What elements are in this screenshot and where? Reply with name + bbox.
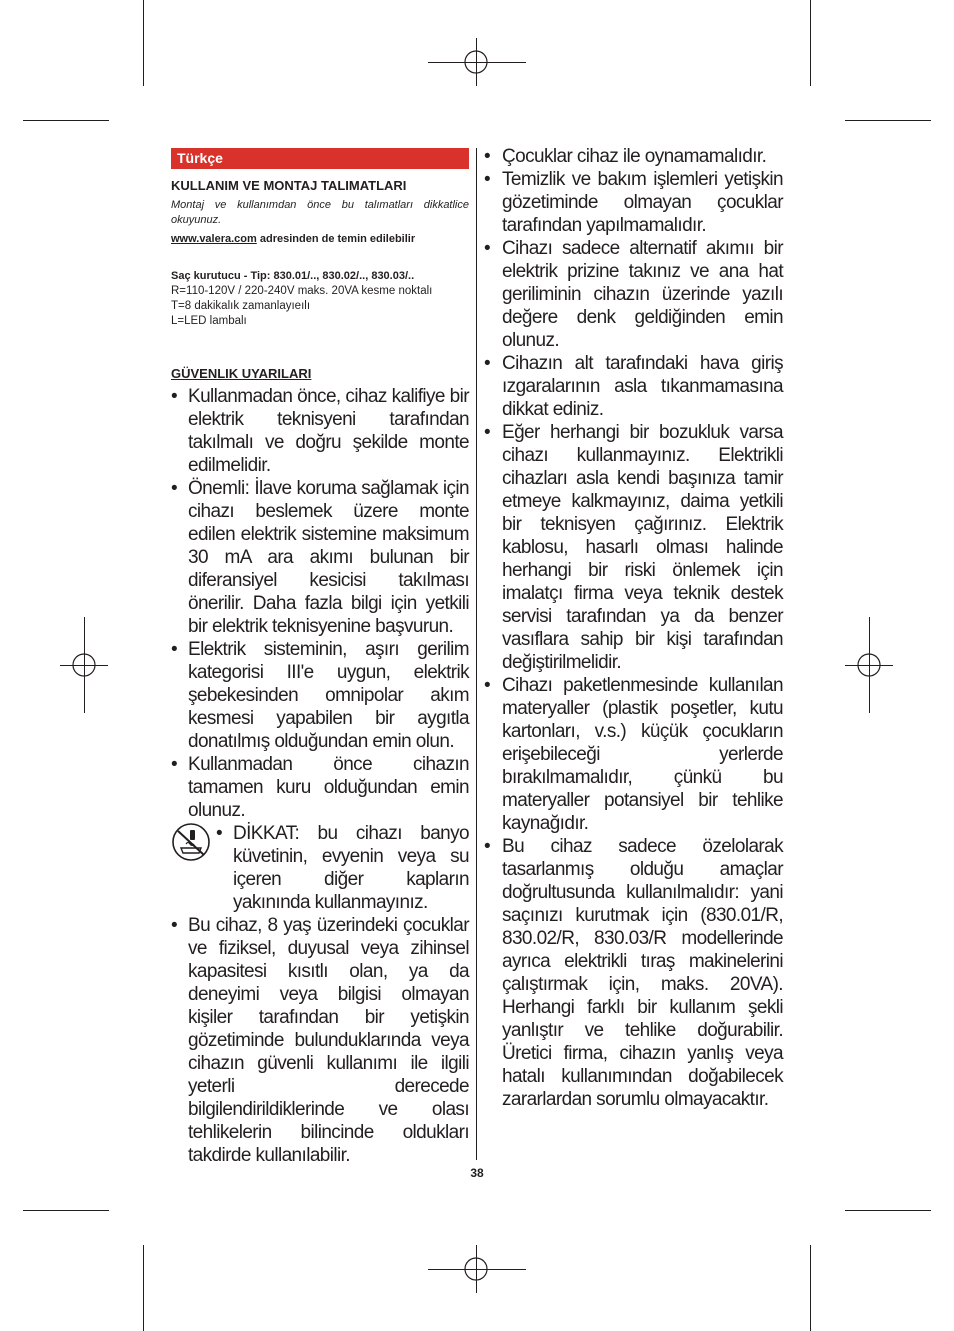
registration-mark-icon	[857, 653, 881, 677]
safety-item: • Temizlik ve bakım işlemleri yetişkin gözetiminde olmayan çocuklar tarafından yapılmamalıdır.	[484, 168, 783, 237]
registration-mark-icon	[72, 653, 96, 677]
safety-list-left	[171, 385, 469, 1167]
registration-mark-icon	[464, 1257, 488, 1281]
crop-mark	[810, 0, 811, 86]
warning-text: DİKKAT: bu cihazı banyo küvetinin, evyenin veya su içeren diğer kapların yakınında kullanmayınız.	[233, 823, 469, 913]
instructions-title: KULLANIM VE MONTAJ TALIMATLARI	[171, 178, 407, 193]
safety-item: • Önemli: İlave koruma sağlamak için cihazı beslemek üzere monte edilen elektrik sistemine maksimum 30 mA ara akımı bulunan bir diferansiyel kesicisi takılması önerilir. Daha fazla bilgi için yetkili bir elektrik teknisyenine başvurun.	[171, 477, 469, 638]
safety-item: • Kullanmadan önce cihazın tamamen kuru olduğundan emin olunuz.	[171, 753, 469, 822]
safety-item: • Çocuklar cihaz ile oynamamalıdır.	[484, 145, 783, 168]
crop-mark	[23, 120, 109, 121]
model-line: Saç kurutucu - Tip: 830.01/.., 830.02/.., 830.03/..	[171, 270, 415, 282]
spec-line: R=110-120V / 220-240V maks. 20VA kesme noktalı	[171, 285, 433, 297]
left-column	[171, 148, 469, 1167]
crop-mark	[845, 120, 931, 121]
crop-mark	[143, 0, 144, 86]
column-divider	[476, 148, 477, 1160]
crop-mark	[845, 1210, 931, 1211]
safety-item: • Bu cihaz sadece özelolarak tasarlanmış olduğu amaçlar doğrultusunda kullanılmalıdır: yani saçınızı kurutmak için (830.01/R, 830.02/R, 830.03/R modellerinde ayrıca elektrikli tıraş makinelerini çalıştırmak için, maks. 20VA). Herhangi farklı bir kullanım şekli yanlıştır ve tehlike doğurabilir. Üretici firma, cihazın yanlış veya hatalı kullanımından doğabilecek zararlardan sorumlu olmayacaktır.	[484, 835, 783, 1111]
safety-item: • Eğer herhangi bir bozukluk varsa cihazı kullanmayınız. Elektrikli cihazları asla kendi başınıza tamir etmeye kalkmayınız, daima yetkili bir teknisyen çağırınız. Elektrik kablosu, hasarlı olması halinde herhangi bir riski önlemek için imalatçı firma veya teknik destek servisi tarafından ya da benzer vasıflara sahip bir kişi tarafından değiştirilmelidir.	[484, 421, 783, 674]
safety-item-warning	[171, 822, 469, 914]
crop-mark	[810, 1245, 811, 1331]
safety-item: • Cihazı sadece alternatif akımıı bir elektrik prizine takınız ve ana hat geriliminin cihazın üzerinde yazılı değere denk geldiğinden emin olunuz.	[484, 237, 783, 352]
website-line	[171, 232, 469, 246]
website-suffix: adresinden de temin edilebilir	[256, 233, 416, 245]
safety-item: • Elektrik sisteminin, aşırı gerilim kategorisi III'e uygun, elektrik şebekesinden omnipolar akım kesmesi yapabilen bir aygıtla donatılmış olduğundan emin olun.	[171, 638, 469, 753]
intro-text: Montaj ve kullanımdan önce bu talımatları dikkatlice okuyunuz.	[171, 199, 469, 226]
safety-item: • Cihazı paketlenmesinde kullanılan materyaller (plastik poşetler, kutu kartonları, v.s.) küçük çocukların erişebileceği yerlerde bırakılmamalıdır, çünkü bu materyaller potansiyel bir tehlike kaynağıdır.	[484, 674, 783, 835]
spec-line: L=LED lambalı	[171, 315, 247, 327]
page-number: 38	[470, 1166, 484, 1180]
no-water-use-icon	[171, 822, 211, 862]
safety-item: • Bu cihaz, 8 yaş üzerindeki çocuklar ve fiziksel, duyusal veya zihinsel kapasitesi kısıtlı olan, ya da deneyimi veya bilgisi olmayan kişiler tarafından bir yetişkin gözetiminde bulunduklarında veya cihazın güvenli kullanımı ile ilgili yeterli derecede bilgilendirildiklerinde ve olası tehlikelerin bilincinde oldukları takdirde kullanılabilir.	[171, 914, 469, 1167]
crop-mark	[143, 1245, 144, 1331]
registration-mark-icon	[464, 50, 488, 74]
crop-mark	[23, 1210, 109, 1211]
safety-item: • Cihazın alt tarafındaki hava giriş ızgaralarının asla tıkanmamasına dikkat ediniz.	[484, 352, 783, 421]
website-link[interactable]: www.valera.com	[171, 233, 257, 245]
safety-item: • Kullanmadan önce, cihaz kalifiye bir elektrik teknisyeni tarafından takılmalı ve doğru şekilde monte edilmelidir.	[171, 385, 469, 477]
spec-line: T=8 dakikalık zamanlayıeılı	[171, 300, 311, 312]
right-column	[484, 145, 783, 1111]
safety-list-right	[484, 145, 783, 1111]
language-tab: Türkçe	[171, 148, 469, 169]
safety-title: GÜVENLIK UYARILARI	[171, 366, 312, 381]
